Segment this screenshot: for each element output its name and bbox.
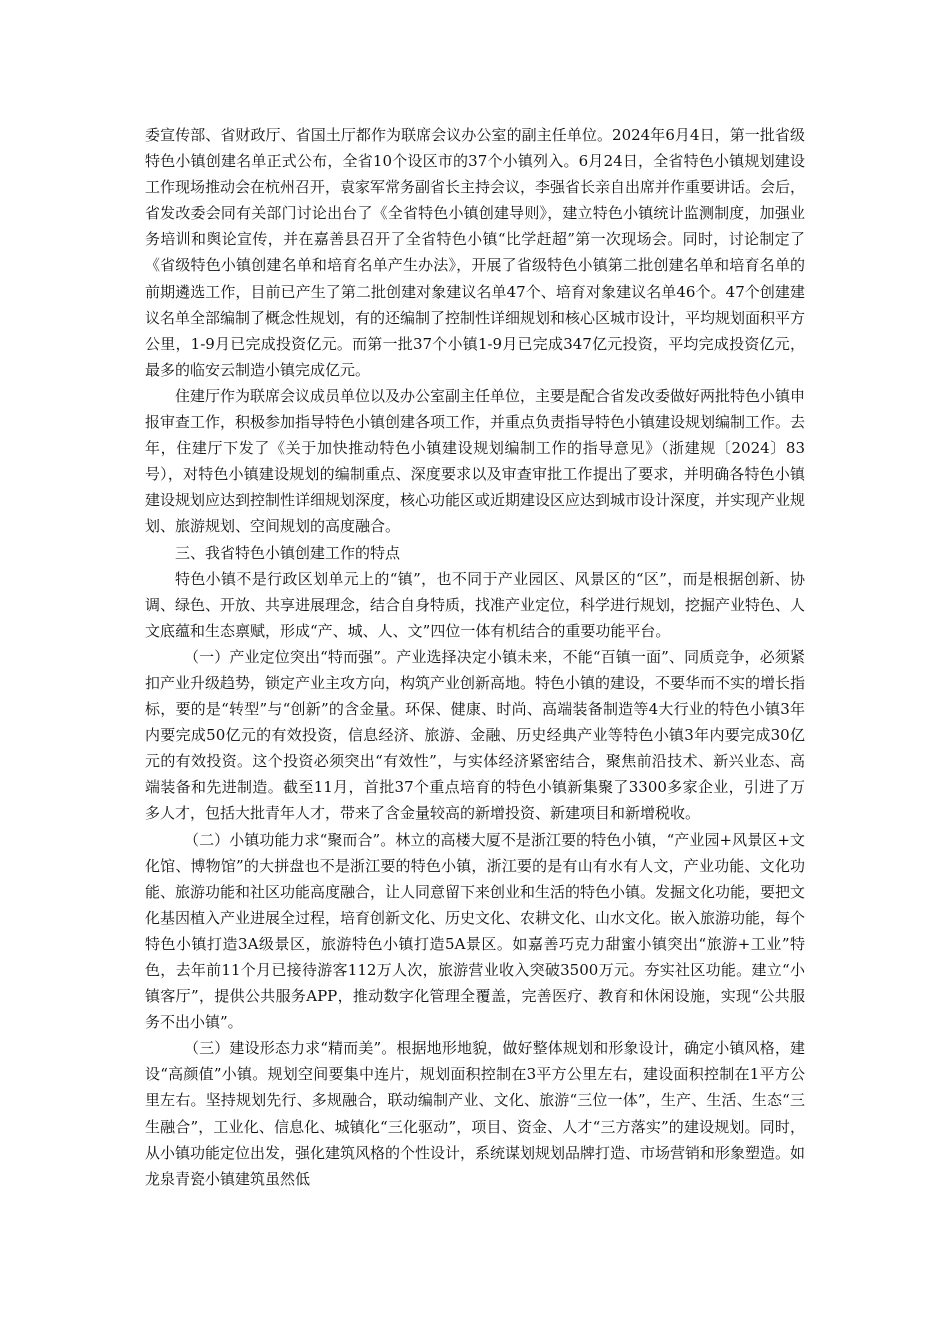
paragraph-joint-meeting-office: 委宣传部、省财政厅、省国土厅都作为联席会议办公室的副主任单位。2024年6月4日，第一批省级特色小镇创建名单正式公布，全省10个设区市的37个小镇列入。6月24日，全省特色小镇规划建设工作现场推动会在杭州召开，袁家军常务副省长主持会议，李强省长亲自出席并作重要讲话。会后，省发改委会同有关部门讨论出台了《全省特色小镇创建导则》，建立特色小镇统计监测制度，加强业务培训和舆论宣传，并在嘉善县召开了全省特色小镇“比学赶超”第一次现场会。同时，讨论制定了《省级特色小镇创建名单和培育名单产生办法》，开展了省级特色小镇第二批创建名单和培育名单的前期遴选工作，目前已产生了第二批创建对象建议名单47个、培育对象建议名单46个。47个创建建议名单全部编制了概念性规划，有的还编制了控制性详细规划和核心区城市设计，平均规划面积平方公里，1-9月已完成投资亿元。而第一批37个小镇1-9月已完成347亿元投资，平均完成投资亿元，最多的临安云制造小镇完成亿元。: [145, 126, 806, 379]
document-page: [145, 122, 805, 1192]
section-heading-features: 三、我省特色小镇创建工作的特点: [175, 543, 401, 562]
paragraph-town-definition: 特色小镇不是行政区划单元上的“镇”，也不同于产业园区、风景区的“区”，而是根据创新、协调、绿色、开放、共享进展理念，结合自身特质，找准产业定位，科学进行规划，挖掘产业特色、人文底蕴和生态禀赋，形成“产、城、人、文”四位一体有机结合的重要功能平台。: [145, 569, 806, 640]
paragraph-housing-department-role: 住建厅作为联席会议成员单位以及办公室副主任单位，主要是配合省发改委做好两批特色小镇申报审查工作，积极参加指导特色小镇创建各项工作，并重点负责指导特色小镇建设规划编制工作。去年，住建厅下发了《关于加快推动特色小镇建设规划编制工作的指导意见》（浙建规〔2024〕83号），对特色小镇建设规划的编制重点、深度要求以及审查审批工作提出了要求，并明确各特色小镇建设规划应达到控制性详细规划深度，核心功能区或近期建设区应达到城市设计深度，并实现产业规划、旅游规划、空间规划的高度融合。: [145, 386, 806, 536]
paragraph-town-functions: （二）小镇功能力求“聚而合”。林立的高楼大厦不是浙江要的特色小镇，“产业园+风景区+文化馆、博物馆”的大拼盘也不是浙江要的特色小镇，浙江要的是有山有水有人文，产业功能、文化功能、旅游功能和社区功能高度融合，让人同意留下来创业和生活的特色小镇。发掘文化功能，要把文化基因植入产业进展全过程，培育创新文化、历史文化、农耕文化、山水文化。嵌入旅游功能，每个特色小镇打造3A级景区，旅游特色小镇打造5A景区。如嘉善巧克力甜蜜小镇突出“旅游+工业”特色，去年前11个月已接待游客112万人次，旅游营业收入突破3500万元。夯实社区功能。建立“小镇客厅”，提供公共服务APP，推动数字化管理全覆盖，完善医疗、教育和休闲设施，实现“公共服务不出小镇”。: [145, 830, 806, 1032]
paragraph-construction-form: （三）建设形态力求“精而美”。根据地形地貌，做好整体规划和形象设计，确定小镇风格，建设“高颜值”小镇。规划空间要集中连片，规划面积控制在3平方公里左右，建设面积控制在1平方公里左右。坚持规划先行、多规融合，联动编制产业、文化、旅游“三位一体”，生产、生活、生态“三生融合”，工业化、信息化、城镇化“三化驱动”，项目、资金、人才“三方落实”的建设规划。同时，从小镇功能定位出发，强化建筑风格的个性设计，系统谋划规划品牌打造、市场营销和形象塑造。如龙泉青瓷小镇建筑虽然低: [145, 1039, 806, 1188]
paragraph-industry-positioning: （一）产业定位突出“特而强”。产业选择决定小镇未来，不能“百镇一面”、同质竞争，必须紧扣产业升级趋势，锁定产业主攻方向，构筑产业创新高地。特色小镇的建设，不要华而不实的增长指标，要的是“转型”与“创新”的含金量。环保、健康、时尚、高端装备制造等4大行业的特色小镇3年内要完成50亿元的有效投资，信息经济、旅游、金融、历史经典产业等特色小镇3年内要完成30亿元的有效投资。这个投资必须突出“有效性”，与实体经济紧密结合，聚焦前沿技术、新兴业态、高端装备和先进制造。截至11月，首批37个重点培育的特色小镇新集聚了3300多家企业，引进了万多人才，包括大批青年人才，带来了含金量较高的新增投资、新建项目和新增税收。: [145, 647, 806, 823]
